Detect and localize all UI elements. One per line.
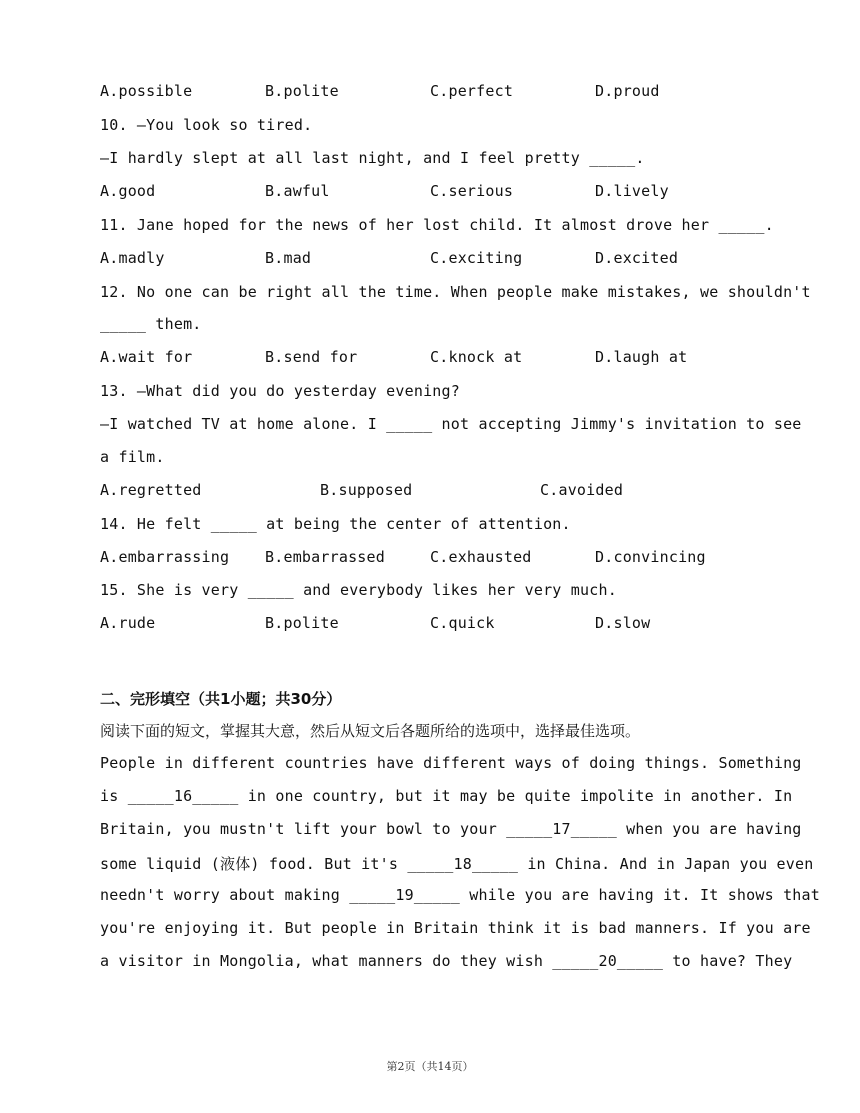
- q11-option-a[interactable]: A.madly: [100, 249, 165, 267]
- q10-response: —I hardly slept at all last night, and I feel pretty _____.: [100, 149, 645, 167]
- passage-line: needn't worry about making _____19_____ while you are having it. It shows that: [100, 886, 820, 904]
- q12-option-a[interactable]: A.wait for: [100, 348, 193, 366]
- q9-option-c[interactable]: C.perfect: [430, 82, 514, 100]
- q14-option-c[interactable]: C.exhausted: [430, 548, 532, 566]
- passage-line: is _____16_____ in one country, but it may be quite impolite in another. In: [100, 787, 793, 805]
- q12-option-c[interactable]: C.knock at: [430, 348, 523, 366]
- q11-option-d[interactable]: D.excited: [595, 249, 679, 267]
- q13-option-a[interactable]: A.regretted: [100, 481, 202, 499]
- passage-line: People in different countries have different ways of doing things. Something: [100, 754, 802, 772]
- q14-option-d[interactable]: D.convincing: [595, 548, 706, 566]
- passage-line: a visitor in Mongolia, what manners do they wish _____20_____ to have? They: [100, 952, 793, 970]
- q15-option-c[interactable]: C.quick: [430, 614, 495, 632]
- q9-option-d[interactable]: D.proud: [595, 82, 660, 100]
- q10-option-a[interactable]: A.good: [100, 182, 156, 200]
- q13-response: —I watched TV at home alone. I _____ not accepting Jimmy's invitation to see: [100, 415, 802, 433]
- passage-line: Britain, you mustn't lift your bowl to your _____17_____ when you are having: [100, 820, 802, 838]
- q15-options: [100, 614, 800, 632]
- q15-stem: 15. She is very _____ and everybody likes her very much.: [100, 581, 617, 599]
- q14-option-b[interactable]: B.embarrassed: [265, 548, 385, 566]
- passage-line: some liquid (液体) food. But it's _____18_____ in China. And in Japan you even: [100, 855, 814, 873]
- q12-stem: 12. No one can be right all the time. When people make mistakes, we shouldn't: [100, 283, 811, 301]
- q15-option-d[interactable]: D.slow: [595, 614, 651, 632]
- q13-options: [100, 481, 800, 499]
- q10-option-c[interactable]: C.serious: [430, 182, 514, 200]
- q14-options: [100, 548, 800, 566]
- q13-option-b[interactable]: B.supposed: [320, 481, 413, 499]
- q14-stem: 14. He felt _____ at being the center of attention.: [100, 515, 571, 533]
- page-footer: 第2页（共14页）: [386, 1060, 474, 1073]
- q15-option-b[interactable]: B.polite: [265, 614, 339, 632]
- q12-stem-cont: _____ them.: [100, 315, 202, 333]
- q15-option-a[interactable]: A.rude: [100, 614, 156, 632]
- q10-options: [100, 182, 800, 200]
- q11-stem: 11. Jane hoped for the news of her lost child. It almost drove her _____.: [100, 216, 774, 234]
- q10-option-b[interactable]: B.awful: [265, 182, 330, 200]
- q13-response-cont: a film.: [100, 448, 165, 466]
- cloze-passage: [100, 754, 820, 985]
- passage-line: you're enjoying it. But people in Britain think it is bad manners. If you are: [100, 919, 811, 937]
- q9-options: [100, 82, 800, 100]
- q11-option-b[interactable]: B.mad: [265, 249, 312, 267]
- section-2-instruction: 阅读下面的短文，掌握其大意，然后从短文后各题所给的选项中，选择最佳选项。: [100, 722, 641, 740]
- q9-option-b[interactable]: B.polite: [265, 82, 339, 100]
- q10-stem: 10. —You look so tired.: [100, 116, 313, 134]
- q13-stem: 13. —What did you do yesterday evening?: [100, 382, 460, 400]
- q9-option-a[interactable]: A.possible: [100, 82, 193, 100]
- q12-option-b[interactable]: B.send for: [265, 348, 358, 366]
- q10-option-d[interactable]: D.lively: [595, 182, 669, 200]
- q12-options: [100, 348, 800, 366]
- q13-option-c[interactable]: C.avoided: [540, 481, 624, 499]
- q11-option-c[interactable]: C.exciting: [430, 249, 523, 267]
- q11-options: [100, 249, 800, 267]
- q14-option-a[interactable]: A.embarrassing: [100, 548, 230, 566]
- section-2-title: 二、完形填空（共1小题；共30分）: [100, 690, 342, 708]
- q12-option-d[interactable]: D.laugh at: [595, 348, 688, 366]
